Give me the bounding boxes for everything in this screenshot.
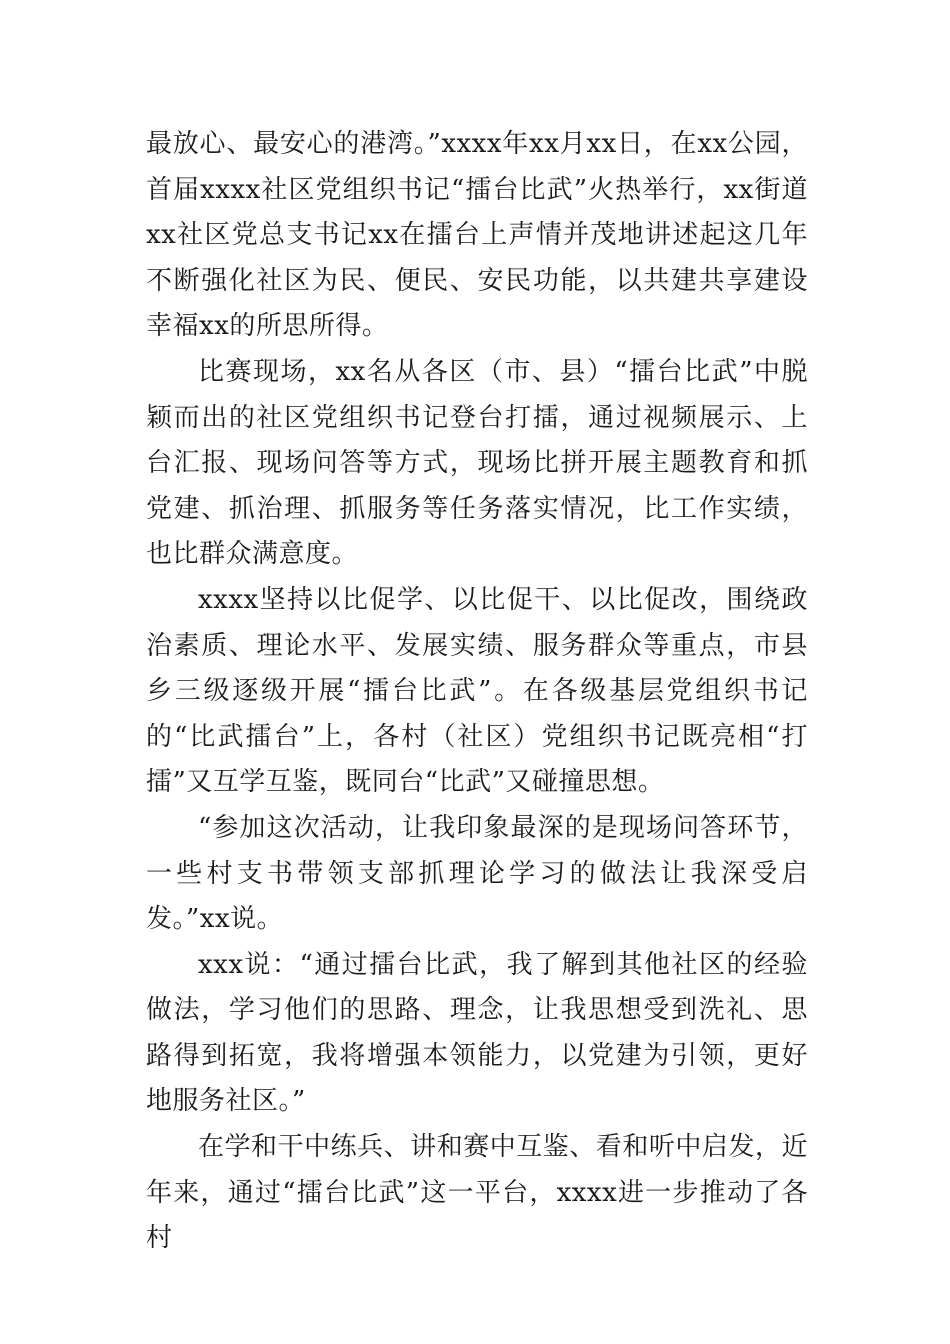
- document-body: [146, 122, 808, 1262]
- paragraph-5: xxx说：“通过擂台比武，我了解到其他社区的经验做法，学习他们的思路、理念，让我思想受到洗礼、思路得到拓宽，我将增强本领能力，以党建为引领，更好地服务社区。”: [146, 949, 808, 1117]
- paragraph-6: 在学和干中练兵、讲和赛中互鉴、看和听中启发，近年来，通过“擂台比武”这一平台，xxxx进一步推动了各村: [146, 1132, 808, 1254]
- paragraph-1: 最放心、最安心的港湾。”xxxx年xx月xx日，在xx公园，首届xxxx社区党组织书记“擂台比武”火热举行，xx街道xx社区党总支书记xx在擂台上声情并茂地讲述起这几年不断强化社区为民、便民、安民功能，以共建共享建设幸福xx的所思所得。: [146, 129, 808, 342]
- paragraph-3: xxxx坚持以比促学、以比促干、以比促改，围绕政治素质、理论水平、发展实绩、服务群众等重点，市县乡三级逐级开展“擂台比武”。在各级基层党组织书记的“比武擂台”上，各村（社区）党组织书记既亮相“打擂”又互学互鉴，既同台“比武”又碰撞思想。: [146, 584, 808, 798]
- paragraph-4: “参加这次活动，让我印象最深的是现场问答环节，一些村支书带领支部抓理论学习的做法让我深受启发。”xx说。: [146, 812, 808, 935]
- paragraph-2: 比赛现场，xx名从各区（市、县）“擂台比武”中脱颖而出的社区党组织书记登台打擂，通过视频展示、上台汇报、现场问答等方式，现场比拼开展主题教育和抓党建、抓治理、抓服务等任务落实情况，比工作实绩，也比群众满意度。: [146, 356, 808, 570]
